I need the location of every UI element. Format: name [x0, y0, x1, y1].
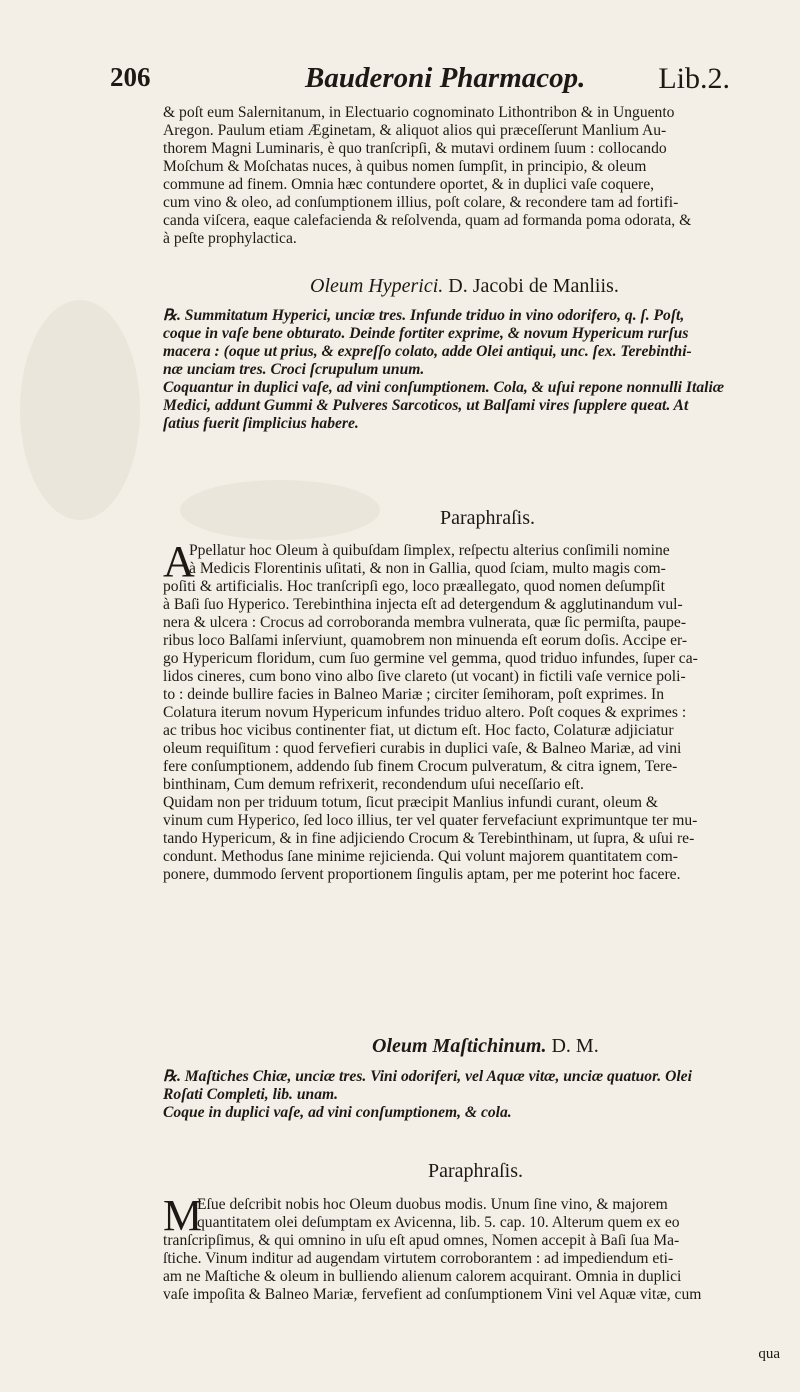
text-line: Ppellatur hoc Oleum à quibuſdam ſimplex, reſpectu alterius conſimili nomine [189, 542, 670, 559]
book-reference: Lib.2. [658, 62, 730, 95]
drop-cap: A [163, 537, 195, 586]
text-line: ac tribus hoc vicibus continenter fiat, ut dictum eſt. Hoc facto, Colaturæ adjiciatur [163, 722, 674, 739]
text-line: tando Hypericum, & in fine adjiciendo Crocum & Terebinthinam, ut ſupra, & uſui re- [163, 830, 695, 847]
intro-paragraph [163, 104, 793, 248]
section-title: Oleum Maſtichinum. [372, 1035, 547, 1057]
recipe-block [163, 1068, 793, 1122]
text-line: Coquantur in duplici vaſe, ad vini conſumptionem. Cola, & uſui repone nonnulli Italiæ [163, 379, 725, 396]
text-line: ℞. Summitatum Hyperici, unciæ tres. Infunde triduo in vino odorifero, q. ſ. Poſt, [163, 307, 685, 324]
text-line: fere conſumptionem, addendo ſub finem Crocum pulveratum, & citra ignem, Tere- [163, 758, 678, 775]
text-line: nera & ulcera : Crocus ad corroboranda membra vulnerata, quæ ſic permiſta, paupe- [163, 614, 687, 631]
text-line: næ unciam tres. Croci ſcrupulum unum. [163, 361, 425, 378]
text-line: thorem Magni Luminaris, è quo tranſcripſi, & mutavi ordinem ſuum : collocando [163, 140, 667, 157]
paraphrasis-paragraph [163, 1191, 793, 1304]
text-line: coque in vaſe bene obturato. Deinde fortiter exprime, & novum Hypericum rurſus [163, 325, 689, 342]
paraphrasis-heading: Paraphraſis. [428, 1160, 523, 1182]
text-line: ſatius fuerit ſimplicius habere. [163, 415, 359, 432]
paper-stain [180, 480, 380, 540]
text-line: vaſe impoſita & Balneo Mariæ, fervefient ad conſumptionem Vini vel Aquæ vitæ, cum [163, 1286, 702, 1303]
text-line: lidos cineres, cum bono vino albo ſive clareto (ut vocant) in fictili vaſe vernice poli- [163, 668, 686, 685]
text-line: à peſte prophylactica. [163, 230, 297, 247]
text-line: quantitatem olei deſumptam ex Avicenna, lib. 5. cap. 10. Alterum quem ex eo [197, 1214, 680, 1231]
running-head [110, 62, 730, 98]
paper-stain [20, 300, 140, 520]
section-author: D. Jacobi de Manliis. [448, 275, 619, 297]
text-line: cum vino & oleo, ad conſumptionem illius, poſt colare, & recondere tam ad fortifi- [163, 194, 679, 211]
section-heading [310, 275, 619, 298]
text-line: & poſt eum Salernitanum, in Electuario cognominato Lithontribon & in Unguento [163, 104, 675, 121]
text-line: ℞. Maſtiches Chiæ, unciæ tres. Vini odoriferi, vel Aquæ vitæ, unciæ quatuor. Olei [163, 1068, 692, 1085]
text-line: condunt. Methodus ſane minime rejicienda. Qui volunt majorem quantitatem com- [163, 848, 678, 865]
section-author: D. M. [551, 1035, 599, 1057]
catchword: qua [758, 1346, 780, 1362]
paraphrasis-paragraph [163, 537, 793, 884]
paraphrasis-heading: Paraphraſis. [440, 507, 535, 529]
text-line: ſtiche. Vinum inditur ad augendam virtutem corroborantem : ad impediendum eti- [163, 1250, 674, 1267]
text-line: go Hypericum floridum, cum ſuo germine vel gemma, quod triduo infundes, ſuper ca- [163, 650, 698, 667]
running-title: Bauderoni Pharmacop. [305, 62, 586, 94]
section-title: Oleum Hyperici. [310, 275, 444, 297]
text-line: à Baſi ſuo Hyperico. Terebinthina injecta eſt ad detergendum & agglutinandum vul- [163, 596, 683, 613]
text-line: tranſcripſimus, & qui omnino in uſu eſt apud omnes, Nomen accepit à Baſi ſua Ma- [163, 1232, 680, 1249]
text-line: Colatura iterum novum Hypericum infundes triduo altero. Poſt coques & exprimes : [163, 704, 687, 721]
text-line: macera : (oque ut prius, & expreſſo colato, adde Olei antiqui, unc. ſex. Terebinthi- [163, 343, 692, 360]
section-heading [372, 1035, 599, 1058]
text-line: Eſue deſcribit nobis hoc Oleum duobus modis. Unum ſine vino, & majorem [197, 1196, 668, 1213]
text-line: Coque in duplici vaſe, ad vini conſumptionem, & cola. [163, 1104, 512, 1121]
text-line: Medici, addunt Gummi & Pulveres Sarcoticos, ut Balſami vires ſupplere queat. At [163, 397, 689, 414]
text-line: binthinam, Cum demum refrixerit, recondendum uſui neceſſario eſt. [163, 776, 584, 793]
text-line: poſiti & artificialis. Hoc tranſcripſi ego, loco præallegato, quod nomen deſumpſit [163, 578, 665, 595]
text-line: to : deinde bullire facies in Balneo Mariæ ; circiter ſemihoram, poſt exprimes. In [163, 686, 665, 703]
text-line: Quidam non per triduum totum, ſicut præcipit Manlius infundi curant, oleum & [163, 794, 659, 811]
text-line: ribus loco Balſami inſerviunt, quamobrem non minuenda eſt eorum doſis. Accipe er- [163, 632, 688, 649]
text-line: à Medicis Florentinis uſitati, & non in Gallia, quod ſciam, multo magis com- [189, 560, 666, 577]
text-line: Aregon. Paulum etiam Æginetam, & aliquot alios qui præceſſerunt Manlium Au- [163, 122, 667, 139]
text-line: vinum cum Hyperico, ſed loco illius, ter vel quater fervefaciunt exprimuntque ter mu- [163, 812, 698, 829]
text-line: commune ad finem. Omnia hæc contundere oportet, & in duplici vaſe coquere, [163, 176, 655, 193]
text-line: Moſchum & Moſchatas nuces, à quibus nomen ſumpſit, in principio, & oleum [163, 158, 647, 175]
text-line: am ne Maſtiche & oleum in bulliendo alienum calorem acquirant. Omnia in duplici [163, 1268, 682, 1285]
text-line: oleum requiſitum : quod fervefieri curabis in duplici vaſe, & Balneo Mariæ, ad vini [163, 740, 682, 757]
text-line: Roſati Completi, lib. unam. [163, 1086, 339, 1103]
drop-cap: M [163, 1191, 203, 1240]
recipe-block [163, 307, 793, 433]
text-line: ponere, dummodo ſervent proportionem ſingulis aptam, per me poterint hoc facere. [163, 866, 681, 883]
page-number: 206 [110, 62, 151, 92]
text-line: canda viſcera, eaque calefacienda & reſolvenda, quam ad formanda poma odorata, & [163, 212, 692, 229]
